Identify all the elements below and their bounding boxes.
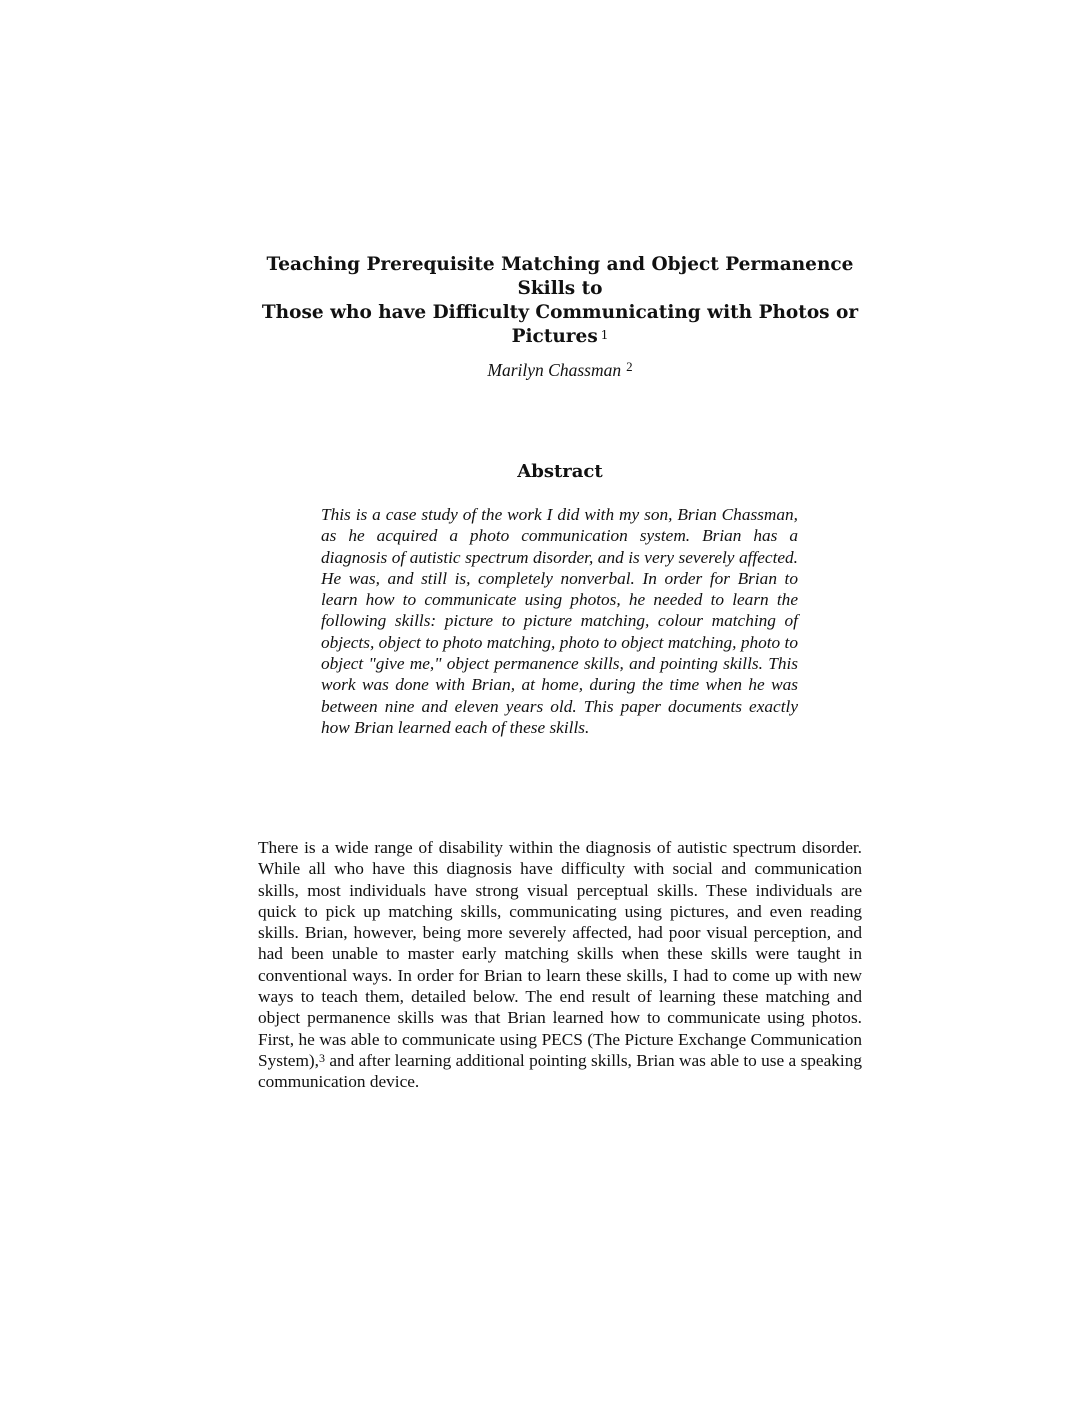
title-line-2: Those who have Difficulty Communicating with Photos or <box>261 302 859 323</box>
title-line-1: Teaching Prerequisite Matching and Object Permanence Skills to <box>266 254 854 299</box>
abstract-text: This is a case study of the work I did with my son, Brian Chassman, as he acquired a photo communication system. Brian has a diagnosis of autistic spectrum disorder, and is very severely affected. He was, and still is, completely nonverbal. In order for Brian to learn how to communicate using photos, he needed to learn the following skills: picture to picture matching, colour matching of objects, object to photo matching, photo to object matching, photo to object "give me," object permanence skills, and pointing skills. This work was done with Brian, at home, during the time when he was between nine and eleven years old. This paper documents exactly how Brian learned each of these skills. <box>321 505 798 737</box>
author-footnote-marker: 2 <box>626 359 633 374</box>
body-paragraph <box>258 837 862 1093</box>
author-name: Marilyn Chassman <box>487 360 622 380</box>
body-footnote-marker: 3 <box>318 1050 325 1065</box>
body-text-part-1: There is a wide range of disability within the diagnosis of autistic spectrum disorder. While all who have this diagnosis have difficulty with social and communication skills, most individuals have strong visual perceptual skills. These individuals are quick to pick up matching skills, communicating using pictures, and even reading skills. Brian, however, being more severely affected, had poor visual perception, and had been unable to master early matching skills when these skills were taught in conventional ways. In order for Brian to learn these skills, I had to come up with new ways to teach them, detailed below. The end result of learning these matching and object permanence skills was that Brian learned how to communicate using photos. First, he was able to communicate using PECS (The Picture Exchange Communication System), <box>258 838 862 1070</box>
title-footnote-marker: 1 <box>600 328 609 342</box>
title-line-3 <box>250 325 870 349</box>
paper-title <box>250 253 870 349</box>
author-line <box>250 358 870 382</box>
title-line-3-text: Pictures <box>511 326 598 347</box>
abstract-heading: Abstract <box>517 461 603 482</box>
body-text-part-2: and after learning additional pointing skills, Brian was able to use a speaking communication device. <box>258 1050 862 1092</box>
